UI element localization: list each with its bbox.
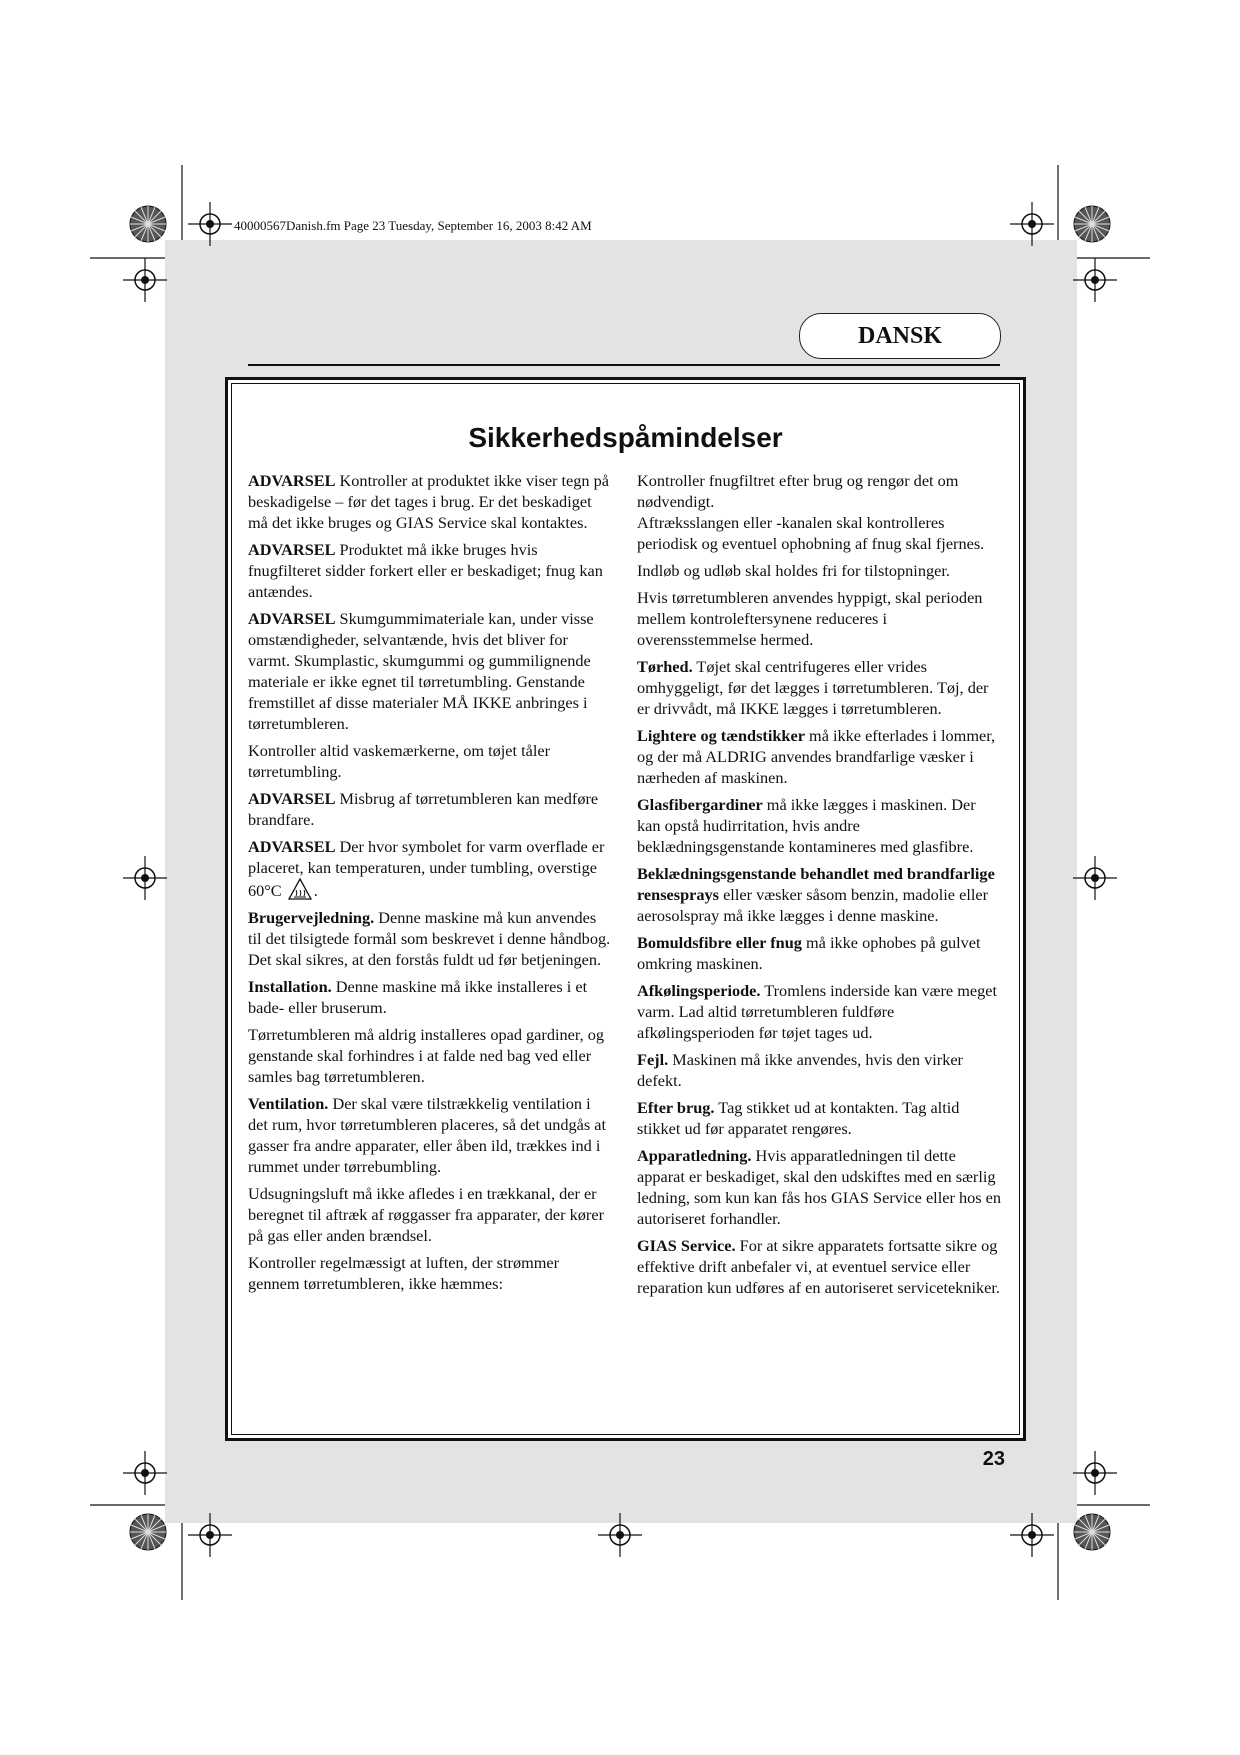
registration-mark-icon <box>1073 1451 1117 1495</box>
paragraph: Installation. Denne maskine må ikke installeres i et bade- eller bruserum. <box>248 977 588 1017</box>
paragraph: Kontroller fnugfiltret efter brug og rengør det om nødvendigt. <box>637 471 959 511</box>
paragraph: Aftræksslangen eller -kanalen skal kontrolleres periodisk og eventuel ophobning af fnug skal fjernes. <box>637 513 985 553</box>
paragraph: Afkølingsperiode. Tromlens inderside kan være meget varm. Lad altid tørretumbleren fuldføre afkølingsperioden før tøjet tages ud. <box>637 981 997 1042</box>
paragraph: ADVARSEL Produktet må ikke bruges hvis fnugfilteret sidder forkert eller er beskadiget; fnug kan antændes. <box>248 540 603 601</box>
page-number: 23 <box>982 1448 1005 1470</box>
registration-mark-icon <box>1074 1514 1110 1550</box>
paragraph: ADVARSEL Der hvor symbolet for varm overflade er placeret, kan temperaturen, under tumbling, overstige 60°C . <box>248 837 605 900</box>
registration-mark-icon <box>1073 258 1117 302</box>
paragraph: Apparatledning. Hvis apparatledningen til dette apparat er beskadiget, skal den udskiftes med en særlig ledning, som kun kan fås hos GIAS Service eller hos en autoriseret forhandler. <box>637 1146 1001 1228</box>
registration-mark-icon <box>1073 856 1117 900</box>
file-header: 40000567Danish.fm Page 23 Tuesday, September 16, 2003 8:42 AM <box>234 218 592 233</box>
registration-mark-icon <box>123 258 167 302</box>
registration-mark-icon <box>188 1513 232 1557</box>
paragraph: Fejl. Maskinen må ikke anvendes, hvis den virker defekt. <box>637 1050 963 1090</box>
registration-mark-icon <box>1074 206 1110 242</box>
paragraph: Indløb og udløb skal holdes fri for tilstopninger. <box>637 561 950 580</box>
registration-mark-icon <box>123 856 167 900</box>
left-column <box>248 470 612 1300</box>
registration-mark-icon <box>1010 1513 1054 1557</box>
header-rule <box>248 364 1000 366</box>
registration-mark-icon <box>130 206 166 242</box>
paragraph: Beklædningsgenstande behandlet med brandfarlige rensesprays eller væsker såsom benzin, madolie eller aerosolspray må ikke lægges i denne maskine. <box>637 864 995 925</box>
paragraph: Ventilation. Der skal være tilstrækkelig ventilation i det rum, hvor tørretumbleren placeres, så det undgås at gasser fra andre apparater, eller åben ild, trækkes ind i rummet under tørrebumbling. <box>248 1094 607 1176</box>
registration-mark-icon <box>598 1513 642 1557</box>
language-tab: DANSK <box>799 313 1001 359</box>
registration-mark-icon <box>1010 202 1054 246</box>
paragraph: Lightere og tændstikker må ikke efterlades i lommer, og der må ALDRIG anvendes brandfarlige væsker i nærheden af maskinen. <box>637 726 996 787</box>
paragraph: ADVARSEL Misbrug af tørretumbleren kan medføre brandfare. <box>248 789 599 829</box>
hot-surface-warning-icon <box>288 878 312 900</box>
paragraph: Brugervejledning. Denne maskine må kun anvendes til det tilsigtede formål som beskrevet i denne håndbog. Det skal sikres, at den forstås fuldt ud før betjeningen. <box>248 908 611 969</box>
safety-box <box>225 377 1026 1441</box>
paragraph: Efter brug. Tag stikket ud at kontakten. Tag altid stikket ud før apparatet rengøres. <box>637 1098 960 1138</box>
paragraph: Bomuldsfibre eller fnug må ikke ophobes på gulvet omkring maskinen. <box>637 933 981 973</box>
registration-mark-icon <box>123 1451 167 1495</box>
registration-mark-icon <box>188 202 232 246</box>
paragraph: ADVARSEL Skumgummimateriale kan, under visse omstændigheder, selvantænde, hvis det bliver for varmt. Skumplastic, skumgummi og gummilignende materiale er ikke egnet til tørretumbling. Genstande fremstillet af disse materialer MÅ IKKE anbringes i tørretumbleren. <box>248 609 594 733</box>
paragraph: Glasfibergardiner må ikke lægges i maskinen. Der kan opstå hudirritation, hvis andre beklædningsgenstande kontamineres med glasfibre. <box>637 795 976 856</box>
right-column <box>637 470 1002 1304</box>
registration-mark-icon <box>130 1514 166 1550</box>
paragraph: Hvis tørretumbleren anvendes hyppigt, skal perioden mellem kontroleftersynene reduceres i overensstemmelse hermed. <box>637 588 983 649</box>
section-title: Sikkerhedspåmindelser <box>468 422 783 453</box>
paragraph: Kontroller altid vaskemærkerne, om tøjet tåler tørretumbling. <box>248 741 551 781</box>
paragraph: Tørretumbleren må aldrig installeres opad gardiner, og genstande skal forhindres i at falde ned bag ved eller samles bag tørretumbleren. <box>248 1025 605 1086</box>
paragraph: Kontroller regelmæssigt at luften, der strømmer gennem tørretumbleren, ikke hæmmes: <box>248 1253 560 1293</box>
paragraph: Tørhed. Tøjet skal centrifugeres eller vrides omhyggeligt, før det lægges i tørretumbleren. Tøj, der er drivvådt, må IKKE lægges i tørretumbleren. <box>637 657 989 718</box>
paragraph: Udsugningsluft må ikke afledes i en trækkanal, der er beregnet til aftræk af røggasser fra apparater, der kører på gas eller anden brændsel. <box>248 1184 604 1245</box>
paragraph: GIAS Service. For at sikre apparatets fortsatte sikre og effektive drift anbefaler vi, at eventuel service eller reparation kun udføres af en autoriseret servicetekniker. <box>637 1236 1001 1297</box>
paragraph: ADVARSEL Kontroller at produktet ikke viser tegn på beskadigelse – før det tages i brug. Er det beskadiget må det ikke bruges og GIAS Service skal kontaktes. <box>248 471 610 532</box>
